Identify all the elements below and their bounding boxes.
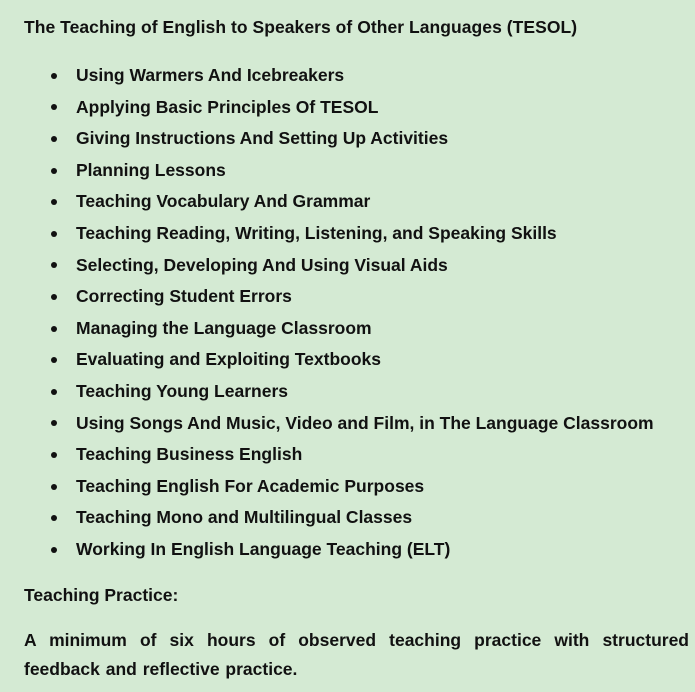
list-item <box>24 281 689 313</box>
list-item <box>24 376 689 408</box>
list-item <box>24 534 689 566</box>
bullet-dot-icon <box>51 136 57 142</box>
bullet-dot-icon <box>51 547 57 553</box>
topic-label: Working In English Language Teaching (ELT) <box>76 538 451 559</box>
list-item <box>24 471 689 503</box>
topic-label: Applying Basic Principles Of TESOL <box>76 96 379 117</box>
list-item <box>24 155 689 187</box>
topic-label: Teaching English For Academic Purposes <box>76 475 425 496</box>
course-heading: The Teaching of English to Speakers of Other Languages (TESOL) <box>24 17 578 37</box>
list-item <box>24 408 689 440</box>
bullet-dot-icon <box>51 484 57 490</box>
list-item <box>24 439 689 471</box>
topic-label: Using Songs And Music, Video and Film, in The Language Classroom <box>76 412 654 433</box>
bullet-dot-icon <box>51 452 57 458</box>
topic-label: Teaching Reading, Writing, Listening, and Speaking Skills <box>76 222 557 243</box>
topic-label: Correcting Student Errors <box>76 286 292 307</box>
topic-label: Teaching Vocabulary And Grammar <box>76 191 371 212</box>
list-item <box>24 186 689 218</box>
bullet-dot-icon <box>51 104 57 110</box>
bullet-dot-icon <box>51 357 57 363</box>
list-item <box>24 60 689 92</box>
list-item <box>24 344 689 376</box>
list-item <box>24 123 689 155</box>
bullet-dot-icon <box>51 199 57 205</box>
list-item <box>24 250 689 282</box>
topic-label: Teaching Business English <box>76 444 303 465</box>
bullet-dot-icon <box>51 73 57 79</box>
bullet-dot-icon <box>51 515 57 521</box>
bullet-dot-icon <box>51 389 57 395</box>
bullet-dot-icon <box>51 326 57 332</box>
topic-list <box>24 60 689 566</box>
topic-label: Planning Lessons <box>76 159 226 180</box>
bullet-dot-icon <box>51 420 57 426</box>
list-item <box>24 502 689 534</box>
topic-label: Evaluating and Exploiting Textbooks <box>76 349 381 370</box>
bullet-dot-icon <box>51 294 57 300</box>
topic-label: Teaching Young Learners <box>76 380 288 401</box>
topic-label: Managing the Language Classroom <box>76 317 372 338</box>
list-item <box>24 218 689 250</box>
list-item <box>24 313 689 345</box>
bullet-dot-icon <box>51 168 57 174</box>
practice-description: A minimum of six hours of observed teaching practice with structured feedback and reflective practice. <box>24 629 689 679</box>
list-item <box>24 92 689 124</box>
bullet-dot-icon <box>51 262 57 268</box>
topic-label: Giving Instructions And Setting Up Activities <box>76 128 449 149</box>
bullet-dot-icon <box>51 231 57 237</box>
topic-label: Using Warmers And Icebreakers <box>76 65 345 85</box>
topic-label: Selecting, Developing And Using Visual Aids <box>76 254 448 275</box>
practice-heading: Teaching Practice: <box>24 584 179 605</box>
topic-label: Teaching Mono and Multilingual Classes <box>76 507 413 528</box>
